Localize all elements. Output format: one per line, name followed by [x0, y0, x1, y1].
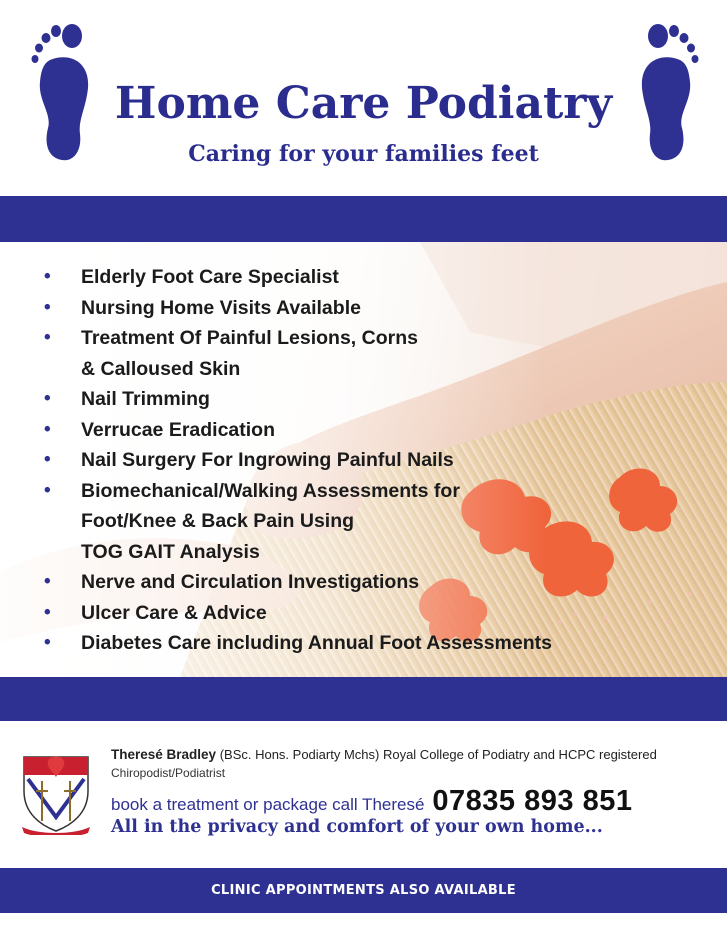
- credentials: (BSc. Hons. Podiarty Mchs) Royal College of Podiatry and HCPC registered: [219, 747, 657, 762]
- bottom-margin: [0, 913, 727, 941]
- service-item: • Elderly Foot Care Specialist: [44, 262, 552, 293]
- services-list: [44, 262, 552, 659]
- middle-blue-band: [0, 677, 727, 721]
- bullet-icon: •: [44, 479, 51, 501]
- service-item: • Verrucae Eradication: [44, 415, 552, 446]
- service-item: • Nail Surgery For Ingrowing Painful Nails: [44, 445, 552, 476]
- bullet-icon: •: [44, 266, 51, 287]
- tagline: All in the privacy and comfort of your own home...: [111, 817, 603, 837]
- booking-line: [111, 785, 632, 818]
- practitioner-name: Theresé Bradley: [111, 747, 217, 762]
- bullet-icon: •: [44, 418, 51, 440]
- service-item: • Nail Trimming: [44, 384, 552, 415]
- booking-text: book a treatment or package call Theresé: [111, 795, 425, 814]
- practitioner-name-line: [111, 747, 657, 762]
- phone-number[interactable]: 07835 893 851: [432, 785, 633, 817]
- clinic-appointments-text: CLINIC APPOINTMENTS ALSO AVAILABLE: [211, 883, 516, 898]
- bullet-icon: •: [44, 632, 51, 653]
- bullet-icon: •: [44, 449, 51, 470]
- bullet-icon: •: [44, 601, 51, 623]
- college-crest-icon: [18, 751, 94, 835]
- contact-section: [0, 721, 727, 868]
- page-title: Home Care Podiatry: [114, 78, 613, 129]
- page-subtitle: Caring for your families feet: [188, 141, 539, 167]
- header: [0, 0, 727, 196]
- service-item: • Nursing Home Visits Available: [44, 293, 552, 324]
- bullet-icon: •: [44, 296, 51, 318]
- service-item: • Diabetes Care including Annual Foot Assessments: [44, 628, 552, 659]
- service-item: • Treatment Of Painful Lesions, Corns & Calloused Skin: [44, 323, 552, 384]
- practitioner-role: Chiropodist/Podiatrist: [111, 766, 226, 780]
- service-item: • Nerve and Circulation Investigations: [44, 567, 552, 598]
- service-item: • Biomechanical/Walking Assessments for Foot/Knee & Back Pain Using TOG GAIT Analysis: [44, 476, 552, 568]
- clinic-banner: [0, 868, 727, 913]
- service-item: • Ulcer Care & Advice: [44, 598, 552, 629]
- bullet-icon: •: [44, 571, 51, 592]
- top-blue-band: [0, 196, 727, 242]
- bullet-icon: •: [44, 388, 51, 409]
- bullet-icon: •: [44, 327, 51, 348]
